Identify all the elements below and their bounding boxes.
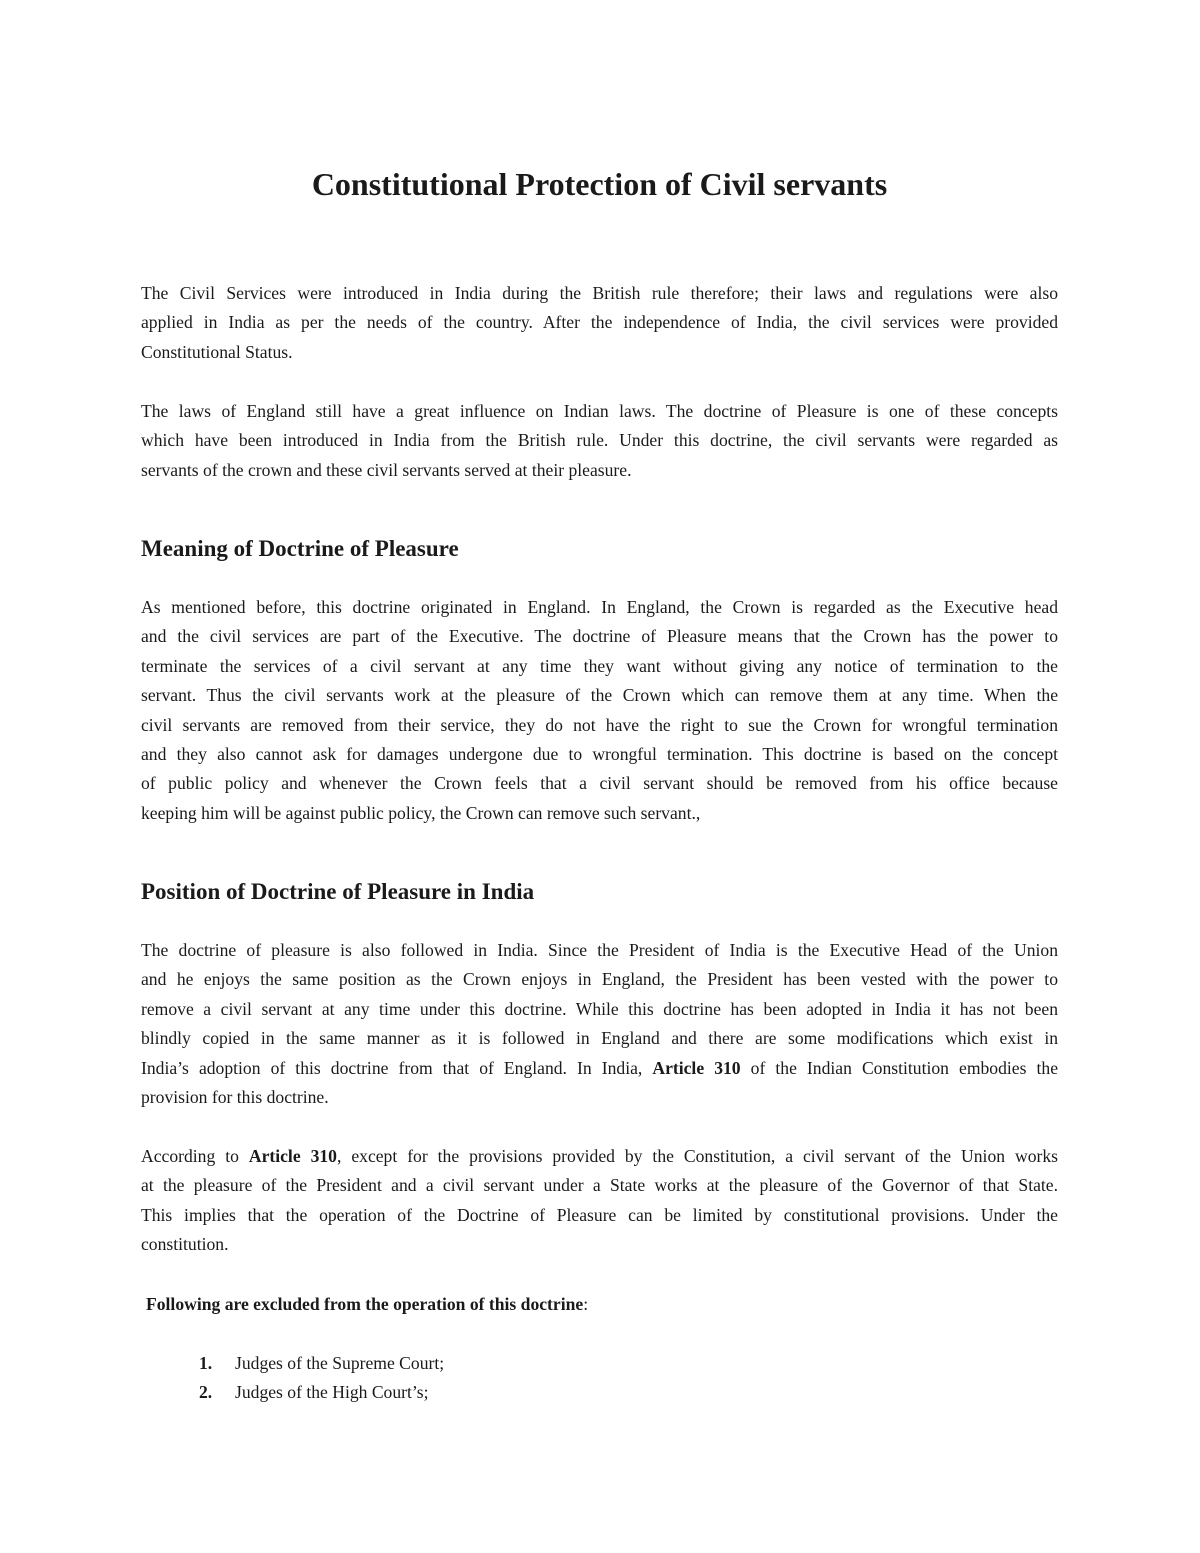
exclusions-list (199, 1349, 444, 1408)
text-segment: India’s adoption of this doctrine from that of England. In India, (141, 1057, 653, 1078)
text-line: at the pleasure of the President and a civil servant under a State works at the pleasure of the Governor of that State. (141, 1175, 1058, 1196)
list-item (199, 1378, 444, 1407)
list-item-text: Judges of the High Court’s; (235, 1382, 429, 1403)
text-line: and they also cannot ask for damages undergone due to wrongful termination. This doctrine is based on the concept (141, 744, 1058, 765)
article-reference: Article 310 (248, 1146, 337, 1166)
list-item-number: 1. (199, 1353, 213, 1373)
text-line: servant. Thus the civil servants work at the pleasure of the Crown which can remove them at any time. When the (141, 685, 1058, 706)
text-line: of public policy and whenever the Crown feels that a civil servant should be removed from his office because (141, 773, 1058, 794)
text-line: The laws of England still have a great influence on Indian laws. The doctrine of Pleasure is one of these concepts (141, 401, 1058, 421)
heading-position-in-india: Position of Doctrine of Pleasure in India (141, 879, 535, 904)
text-line: Constitutional Status. (141, 341, 293, 362)
text-segment: According to (141, 1146, 249, 1166)
text-line: applied in India as per the needs of the country. After the independence of India, the civil services were provided (141, 312, 1058, 333)
article-reference: Article 310 (652, 1057, 741, 1078)
document-title: Constitutional Protection of Civil servants (311, 166, 888, 202)
exclusions-lead-bold: Following are excluded from the operation of this doctrine (146, 1294, 584, 1314)
heading-meaning-of-doctrine: Meaning of Doctrine of Pleasure (141, 536, 459, 561)
text-line: provision for this doctrine. (141, 1087, 329, 1108)
text-line (141, 1142, 1058, 1171)
text-line: terminate the services of a civil servant at any time they want without giving any notice of termination to the (141, 655, 1058, 676)
text-segment: , except for the provisions provided by the Constitution, a civil servant of the Union works (336, 1146, 1058, 1166)
text-line: servants of the crown and these civil servants served at their pleasure. (141, 459, 632, 480)
exclusions-lead (146, 1290, 588, 1319)
text-line: keeping him will be against public policy, the Crown can remove such servant., (141, 802, 701, 823)
paragraph-article-310 (141, 1142, 1058, 1260)
text-line (141, 1054, 1058, 1083)
paragraph-meaning (141, 593, 1058, 828)
text-line: The doctrine of pleasure is also followed in India. Since the President of India is the Executive Head of the Union (141, 940, 1058, 960)
text-segment: of the Indian Constitution embodies the (740, 1057, 1058, 1078)
text-line: blindly copied in the same manner as it is followed in England and there are some modifications which exist in (141, 1028, 1058, 1049)
text-line: constitution. (141, 1234, 229, 1255)
list-item-number: 2. (199, 1382, 213, 1403)
list-item-text: Judges of the Supreme Court; (235, 1353, 445, 1373)
list-item (199, 1349, 444, 1378)
text-line: and he enjoys the same position as the Crown enjoys in England, the President has been vested with the power to (141, 969, 1058, 990)
paragraph-introduction (141, 279, 1058, 367)
paragraph-position-in-india (141, 936, 1058, 1112)
text-line: The Civil Services were introduced in India during the British rule therefore; their laws and regulations were also (141, 283, 1058, 303)
exclusions-lead-colon: : (583, 1294, 589, 1314)
text-line: As mentioned before, this doctrine originated in England. In England, the Crown is regarded as the Executive head (141, 597, 1058, 617)
text-line: remove a civil servant at any time under this doctrine. While this doctrine has been adopted in India it has not been (141, 998, 1058, 1019)
text-line: which have been introduced in India from the British rule. Under this doctrine, the civil servants were regarded as (141, 430, 1058, 451)
text-line: civil servants are removed from their service, they do not have the right to sue the Crown for wrongful termination (141, 714, 1058, 735)
text-line: and the civil services are part of the Executive. The doctrine of Pleasure means that the Crown has the power to (141, 626, 1058, 647)
text-line: This implies that the operation of the Doctrine of Pleasure can be limited by constitutional provisions. Under the (141, 1204, 1058, 1225)
paragraph-england-influence (141, 397, 1058, 485)
